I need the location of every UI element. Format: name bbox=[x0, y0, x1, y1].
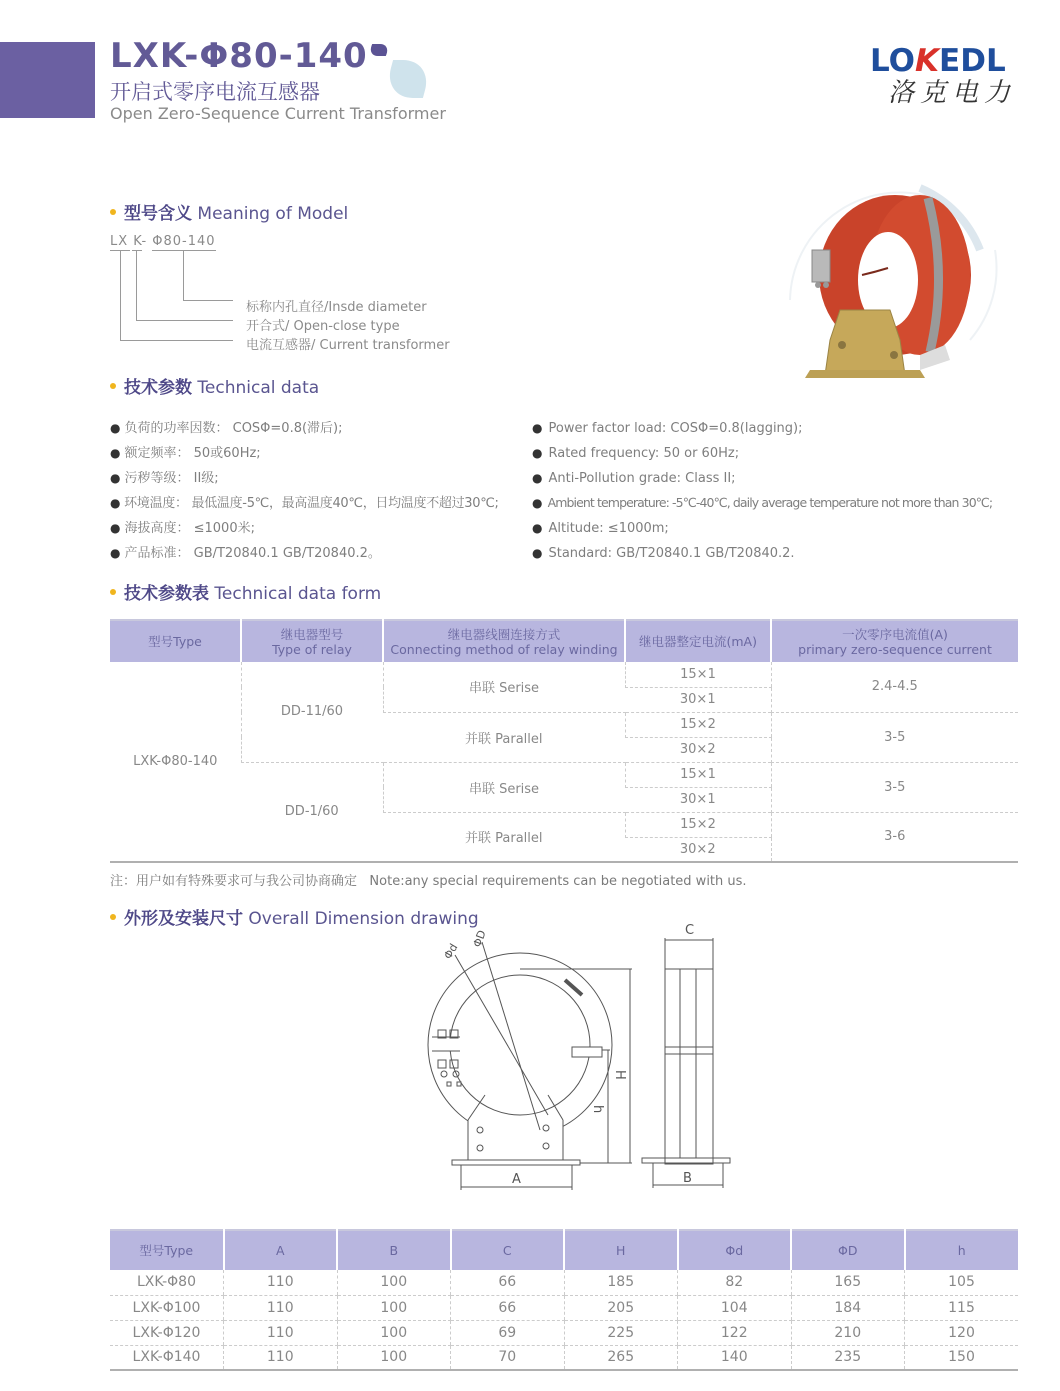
product-photo bbox=[770, 180, 1020, 390]
connector-line bbox=[136, 250, 137, 320]
cell: LXK-Φ140 bbox=[110, 1345, 224, 1370]
bullet-dot-icon bbox=[110, 209, 116, 215]
tech-item: ● 海拔高度： ≤1000米; bbox=[110, 518, 499, 543]
header-accent-block bbox=[0, 42, 95, 118]
table-row bbox=[110, 662, 1018, 687]
method-cell: 串联 Serise bbox=[383, 762, 625, 812]
connector-line bbox=[120, 340, 233, 341]
cell: 150 bbox=[905, 1345, 1019, 1370]
table-header-row bbox=[110, 1230, 1018, 1270]
svg-text:A: A bbox=[512, 1172, 521, 1187]
cell: 110 bbox=[224, 1270, 338, 1295]
current-cell: 30×2 bbox=[625, 737, 771, 762]
table-row bbox=[110, 1320, 1018, 1345]
current-cell: 30×1 bbox=[625, 787, 771, 812]
technical-data-table bbox=[110, 619, 1018, 863]
column-header-outer-diameter: ΦD bbox=[791, 1230, 905, 1270]
tech-item: ● 负荷的功率因数： COSΦ=0.8(滞后); bbox=[110, 418, 499, 443]
cell: 70 bbox=[451, 1345, 565, 1370]
connector-line bbox=[183, 300, 233, 301]
tech-item: ● 额定频率： 50或60Hz; bbox=[110, 443, 499, 468]
column-header-c: C bbox=[451, 1230, 565, 1270]
leaf-icon bbox=[368, 44, 390, 56]
section-heading-meaning-of-model: 型号含义 Meaning of Model bbox=[110, 199, 348, 224]
cell: 82 bbox=[678, 1270, 792, 1295]
current-cell: 30×1 bbox=[625, 687, 771, 712]
model-label-current-transformer: 电流互感器/ Current transformer bbox=[246, 338, 450, 353]
cell: 66 bbox=[451, 1270, 565, 1295]
column-header-connecting-method: 继电器线圈连接方式 Connecting method of relay winding bbox=[383, 620, 625, 662]
relay-cell: DD-11/60 bbox=[241, 662, 383, 762]
column-header-relay-type: 继电器型号 Type of relay bbox=[241, 620, 383, 662]
product-title-en: Open Zero-Sequence Current Transformer bbox=[110, 104, 446, 123]
cell: 122 bbox=[678, 1320, 792, 1345]
code-underline bbox=[132, 250, 142, 251]
svg-text:B: B bbox=[683, 1171, 692, 1186]
method-cell: 并联 Parallel bbox=[383, 812, 625, 862]
product-title-cn: 开启式零序电流互感器 bbox=[110, 80, 320, 104]
column-header-inner-diameter: Φd bbox=[678, 1230, 792, 1270]
section-heading-technical-data: 技术参数 Technical data bbox=[110, 373, 319, 398]
tech-item: ● Altitude: ≤1000m; bbox=[532, 518, 992, 543]
table-header-row bbox=[110, 620, 1018, 662]
code-underline bbox=[152, 250, 216, 251]
primary-cell: 2.4-4.5 bbox=[771, 662, 1018, 712]
column-header-h-lower: h bbox=[905, 1230, 1019, 1270]
svg-text:Φd: Φd bbox=[441, 941, 461, 962]
cell: LXK-Φ100 bbox=[110, 1295, 224, 1320]
connector-line bbox=[120, 250, 121, 340]
cell: 210 bbox=[791, 1320, 905, 1345]
section-heading-technical-data-form: 技术参数表 Technical data form bbox=[110, 579, 381, 604]
model-code: LX K- Φ80-140 bbox=[110, 234, 216, 249]
cell: 140 bbox=[678, 1345, 792, 1370]
connector-line bbox=[136, 320, 233, 321]
cell: 110 bbox=[224, 1295, 338, 1320]
table-note: 注：用户如有特殊要求可与我公司协商确定 Note:any special requirements can be negotiated with us. bbox=[110, 874, 747, 889]
tech-item: ● Rated frequency: 50 or 60Hz; bbox=[532, 443, 992, 468]
column-header-a: A bbox=[224, 1230, 338, 1270]
svg-text:H: H bbox=[612, 1070, 627, 1080]
cell: 120 bbox=[905, 1320, 1019, 1345]
svg-text:ΦD: ΦD bbox=[470, 928, 489, 950]
cell: 105 bbox=[905, 1270, 1019, 1295]
bullet-dot-icon bbox=[110, 383, 116, 389]
cell: 205 bbox=[564, 1295, 678, 1320]
tech-item: ● Ambient temperature: -5℃-40℃, daily average temperature not more than 30℃; bbox=[532, 493, 992, 518]
column-header-type: 型号Type bbox=[110, 1230, 224, 1270]
cell: 235 bbox=[791, 1345, 905, 1370]
connector-line bbox=[183, 250, 184, 300]
primary-cell: 3-6 bbox=[771, 812, 1018, 862]
cell: 69 bbox=[451, 1320, 565, 1345]
technical-data-list-en bbox=[532, 418, 992, 568]
cell: 115 bbox=[905, 1295, 1019, 1320]
method-cell: 串联 Serise bbox=[383, 662, 625, 712]
cell: 184 bbox=[791, 1295, 905, 1320]
cell: 100 bbox=[337, 1270, 451, 1295]
tech-item: ● 产品标准： GB/T20840.1 GB/T20840.2。 bbox=[110, 543, 499, 568]
bullet-dot-icon bbox=[110, 589, 116, 595]
cell: 110 bbox=[224, 1320, 338, 1345]
tech-item: ● 污秽等级： II级; bbox=[110, 468, 499, 493]
primary-cell: 3-5 bbox=[771, 712, 1018, 762]
table-row bbox=[110, 1270, 1018, 1295]
table-row bbox=[110, 1345, 1018, 1370]
svg-text:C: C bbox=[685, 923, 695, 938]
technical-data-list-cn bbox=[110, 418, 499, 568]
bullet-dot-icon bbox=[110, 914, 116, 920]
cell: LXK-Φ120 bbox=[110, 1320, 224, 1345]
column-header-type: 型号Type bbox=[110, 620, 241, 662]
relay-cell: DD-1/60 bbox=[241, 762, 383, 862]
svg-text:h: h bbox=[590, 1105, 605, 1114]
column-header-setting-current: 继电器整定电流(mA) bbox=[625, 620, 771, 662]
current-cell: 15×2 bbox=[625, 712, 771, 737]
model-label-open-close: 开合式/ Open-close type bbox=[246, 319, 400, 334]
tech-item: ● 环境温度： 最低温度-5℃，最高温度40℃，日均温度不超过30℃; bbox=[110, 493, 499, 518]
table-row bbox=[110, 762, 1018, 787]
cell: 104 bbox=[678, 1295, 792, 1320]
cell: LXK-Φ80 bbox=[110, 1270, 224, 1295]
cell: 165 bbox=[791, 1270, 905, 1295]
model-label-diameter: 标称内孔直径/Insde diameter bbox=[246, 300, 427, 315]
column-header-primary-current: 一次零序电流值(A) primary zero-sequence current bbox=[771, 620, 1018, 662]
brand-logo-cn: 洛克电力 bbox=[888, 78, 1017, 108]
section-heading-dimension-drawing: 外形及安装尺寸 Overall Dimension drawing bbox=[110, 904, 479, 929]
cell: 225 bbox=[564, 1320, 678, 1345]
column-header-h-upper: H bbox=[564, 1230, 678, 1270]
type-cell: LXK-Φ80-140 bbox=[110, 662, 241, 862]
method-cell: 并联 Parallel bbox=[383, 712, 625, 762]
brand-logo bbox=[870, 44, 1020, 108]
column-header-b: B bbox=[337, 1230, 451, 1270]
cell: 66 bbox=[451, 1295, 565, 1320]
product-model-title: LXK-Φ80-140 bbox=[110, 36, 368, 76]
cell: 100 bbox=[337, 1345, 451, 1370]
cell: 100 bbox=[337, 1295, 451, 1320]
cell: 185 bbox=[564, 1270, 678, 1295]
current-cell: 15×1 bbox=[625, 662, 771, 687]
dimension-table bbox=[110, 1229, 1018, 1371]
tech-item: ● Anti-Pollution grade: Class II; bbox=[532, 468, 992, 493]
cell: 100 bbox=[337, 1320, 451, 1345]
cell: 265 bbox=[564, 1345, 678, 1370]
primary-cell: 3-5 bbox=[771, 762, 1018, 812]
current-cell: 30×2 bbox=[625, 837, 771, 862]
leaf-icon-light bbox=[383, 60, 433, 98]
tech-item: ● Standard: GB/T20840.1 GB/T20840.2. bbox=[532, 543, 992, 568]
brand-logo-text: LOKEDL bbox=[870, 43, 1006, 79]
table-row bbox=[110, 1295, 1018, 1320]
cell: 110 bbox=[224, 1345, 338, 1370]
tech-item: ● Power factor load: COSΦ=0.8(lagging); bbox=[532, 418, 992, 443]
current-cell: 15×2 bbox=[625, 812, 771, 837]
current-cell: 15×1 bbox=[625, 762, 771, 787]
dimension-drawing bbox=[420, 920, 750, 1200]
